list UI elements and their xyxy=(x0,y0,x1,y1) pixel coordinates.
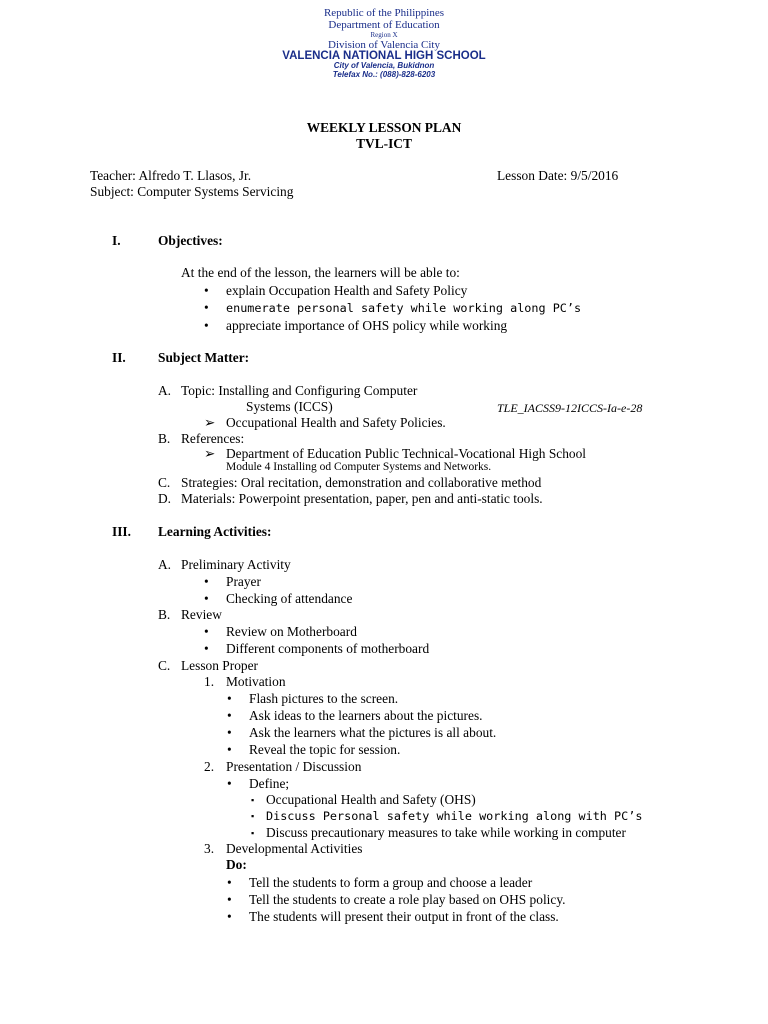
section-heading-objectives: Objectives: xyxy=(158,233,223,248)
developmental-label: Developmental Activities xyxy=(226,841,363,856)
header-telefax: Telefax No.: (088)-828-6203 xyxy=(332,70,436,79)
bullet-icon: • xyxy=(204,283,209,298)
review-item: Review on Motherboard xyxy=(226,624,357,639)
strategies-line: Strategies: Oral recitation, demonstration and collaborative method xyxy=(181,475,542,490)
preliminary-activity-label: Preliminary Activity xyxy=(181,557,291,572)
motivation-item: Reveal the topic for session. xyxy=(249,742,401,757)
bullet-icon: • xyxy=(204,591,209,606)
topic-subitem: Occupational Health and Safety Policies. xyxy=(226,415,446,430)
objective-item: explain Occupation Health and Safety Policy xyxy=(226,283,468,298)
section-numeral-objectives: I. xyxy=(112,233,121,248)
document-title: WEEKLY LESSON PLAN xyxy=(306,120,462,135)
bullet-icon: • xyxy=(227,742,232,757)
objective-item: appreciate importance of OHS policy while working xyxy=(226,318,508,333)
do-item: Tell the students to form a group and choose a leader xyxy=(249,875,533,890)
bullet-icon: • xyxy=(204,641,209,656)
objective-item: enumerate personal safety while working along PC’s xyxy=(226,301,582,315)
do-item: Tell the students to create a role play based on OHS policy. xyxy=(249,892,566,907)
define-item: Occupational Health and Safety (OHS) xyxy=(266,792,476,807)
topic-line-continued: Systems (ICCS) xyxy=(246,399,333,414)
list-letter: C. xyxy=(158,475,171,490)
square-bullet-icon: ▪ xyxy=(251,811,255,821)
do-item: The students will present their output in front of the class. xyxy=(249,909,559,924)
header-region: Region X xyxy=(370,31,398,39)
objectives-intro: At the end of the lesson, the learners will be able to: xyxy=(181,265,460,280)
list-number: 3. xyxy=(204,841,215,856)
header-republic: Republic of the Philippines xyxy=(323,7,445,19)
list-letter: D. xyxy=(158,491,172,506)
competency-code: TLE_IACSS9-12ICCS-Ia-e-28 xyxy=(497,401,643,415)
section-numeral-subject-matter: II. xyxy=(112,350,126,365)
bullet-icon: • xyxy=(204,318,209,333)
bullet-icon: • xyxy=(227,909,232,924)
square-bullet-icon: ▪ xyxy=(251,828,255,838)
activity-item: Checking of attendance xyxy=(226,591,353,606)
header-department: Department of Education xyxy=(328,19,440,31)
define-item: Discuss precautionary measures to take while working in computer xyxy=(266,825,626,840)
bullet-icon: • xyxy=(227,892,232,907)
materials-line: Materials: Powerpoint presentation, paper, pen and anti-static tools. xyxy=(181,491,543,506)
bullet-icon: • xyxy=(227,691,232,706)
section-heading-subject-matter: Subject Matter: xyxy=(158,350,250,365)
header-city: City of Valencia, Bukidnon xyxy=(333,61,435,70)
list-number: 2. xyxy=(204,759,215,774)
list-letter: A. xyxy=(158,383,172,398)
arrow-bullet-icon: ➢ xyxy=(204,415,216,430)
bullet-icon: • xyxy=(204,574,209,589)
motivation-label: Motivation xyxy=(226,674,286,689)
bullet-icon: • xyxy=(204,624,209,639)
teacher-line: Teacher: Alfredo T. Llasos, Jr. xyxy=(90,168,252,183)
references-label: References: xyxy=(181,431,245,446)
presentation-label: Presentation / Discussion xyxy=(226,759,362,774)
define-label: Define; xyxy=(249,776,290,791)
reference-line-continued: Module 4 Installing od Computer Systems and Networks. xyxy=(226,461,492,473)
motivation-item: Ask the learners what the pictures is all about. xyxy=(249,725,497,740)
section-heading-learning: Learning Activities: xyxy=(158,524,272,539)
reference-line: Department of Education Public Technical-Vocational High School xyxy=(226,446,587,461)
topic-line: Topic: Installing and Configuring Computer xyxy=(181,383,418,398)
arrow-bullet-icon: ➢ xyxy=(204,446,216,461)
bullet-icon: • xyxy=(227,776,232,791)
square-bullet-icon: ▪ xyxy=(251,795,255,805)
review-item: Different components of motherboard xyxy=(226,641,430,656)
bullet-icon: • xyxy=(227,875,232,890)
do-label: Do: xyxy=(226,857,247,872)
list-letter: A. xyxy=(158,557,172,572)
motivation-item: Flash pictures to the screen. xyxy=(249,691,399,706)
bullet-icon: • xyxy=(204,300,209,315)
header-division: Division of Valencia City xyxy=(328,39,440,51)
motivation-item: Ask ideas to the learners about the pictures. xyxy=(249,708,483,723)
header-school-name: VALENCIA NATIONAL HIGH SCHOOL xyxy=(282,50,486,62)
list-letter: C. xyxy=(158,658,171,673)
lesson-proper-label: Lesson Proper xyxy=(181,658,258,673)
section-numeral-learning: III. xyxy=(112,524,131,539)
list-number: 1. xyxy=(204,674,215,689)
define-item: Discuss Personal safety while working along with PC’s xyxy=(266,809,643,823)
bullet-icon: • xyxy=(227,725,232,740)
subject-line: Subject: Computer Systems Servicing xyxy=(90,184,294,199)
bullet-icon: • xyxy=(227,708,232,723)
review-label: Review xyxy=(181,607,222,622)
lesson-date: Lesson Date: 9/5/2016 xyxy=(497,168,619,183)
list-letter: B. xyxy=(158,607,171,622)
list-letter: B. xyxy=(158,431,171,446)
document-subtitle: TVL-ICT xyxy=(356,136,412,151)
activity-item: Prayer xyxy=(226,574,261,589)
